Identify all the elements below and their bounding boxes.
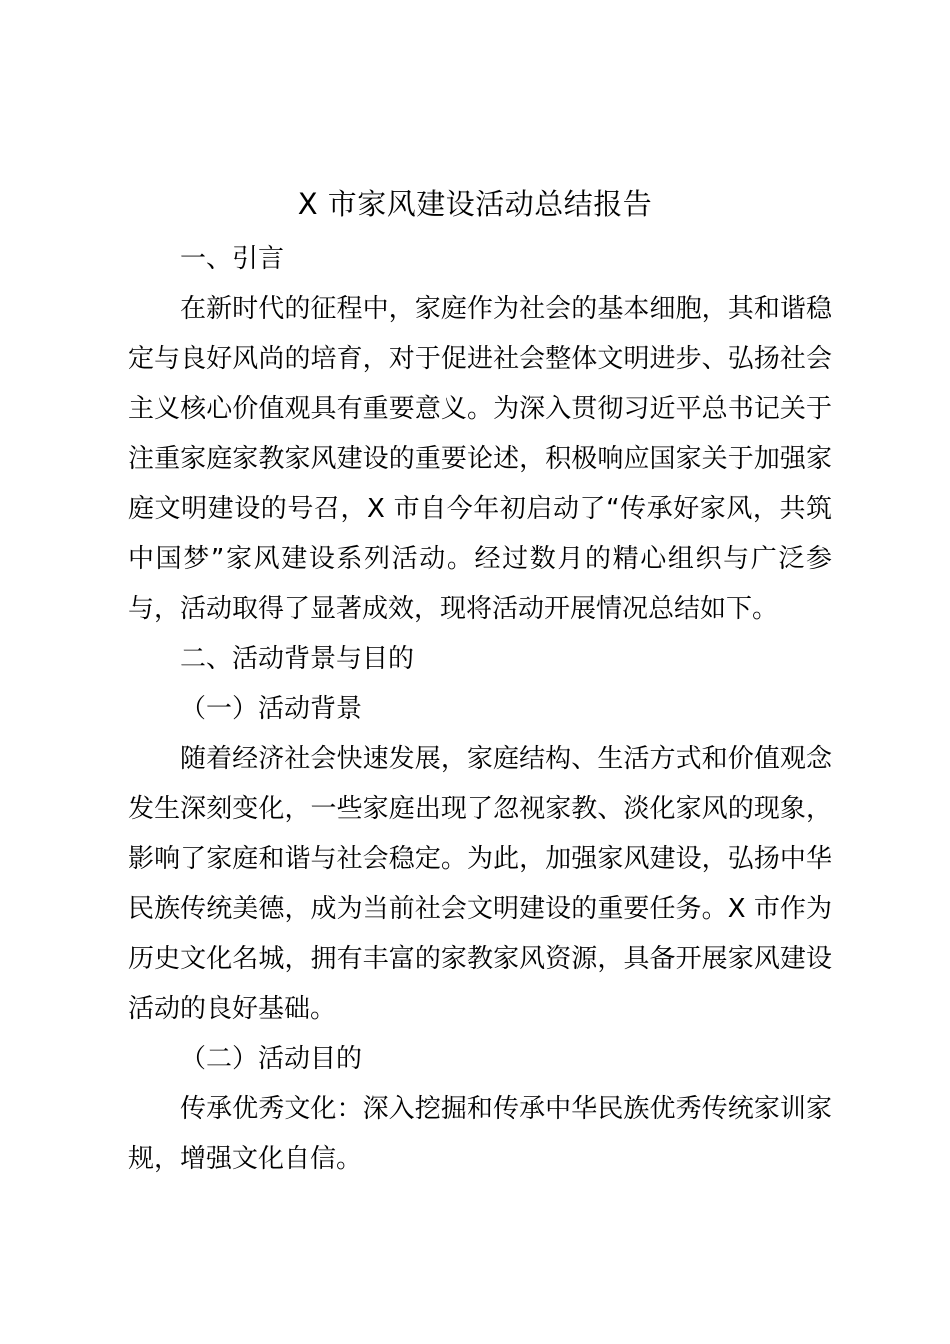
purpose-item-1: 传承优秀文化：深入挖掘和传承中华民族优秀传统家训家规，增强文化自信。 <box>128 1094 832 1174</box>
document-title: X 市家风建设活动总结报告 <box>297 187 653 221</box>
intro-heading: 一、引言 <box>180 244 285 274</box>
document-body <box>128 234 832 1184</box>
background-paragraph: 随着经济社会快速发展，家庭结构、生活方式和价值观念发生深刻变化，一些家庭出现了忽视家教、淡化家风的现象，影响了家庭和谐与社会稳定。为此，加强家风建设，弘扬中华民族传统美德，成为当前社会文明建设的重要任务。X 市作为历史文化名城，拥有丰富的家教家风资源，具备开展家风建设活动的良好基础。 <box>128 744 832 1024</box>
background-subheading: （一）活动背景 <box>180 694 363 724</box>
purpose-subheading: （二）活动目的 <box>180 1044 363 1074</box>
background-purpose-heading: 二、活动背景与目的 <box>180 644 415 674</box>
intro-paragraph: 在新时代的征程中，家庭作为社会的基本细胞，其和谐稳定与良好风尚的培育，对于促进社会整体文明进步、弘扬社会主义核心价值观具有重要意义。为深入贯彻习近平总书记关于注重家庭家教家风建设的重要论述，积极响应国家关于加强家庭文明建设的号召，X 市自今年初启动了“传承好家风，共筑中国梦”家风建设系列活动。经过数月的精心组织与广泛参与，活动取得了显著成效，现将活动开展情况总结如下。 <box>128 294 832 624</box>
